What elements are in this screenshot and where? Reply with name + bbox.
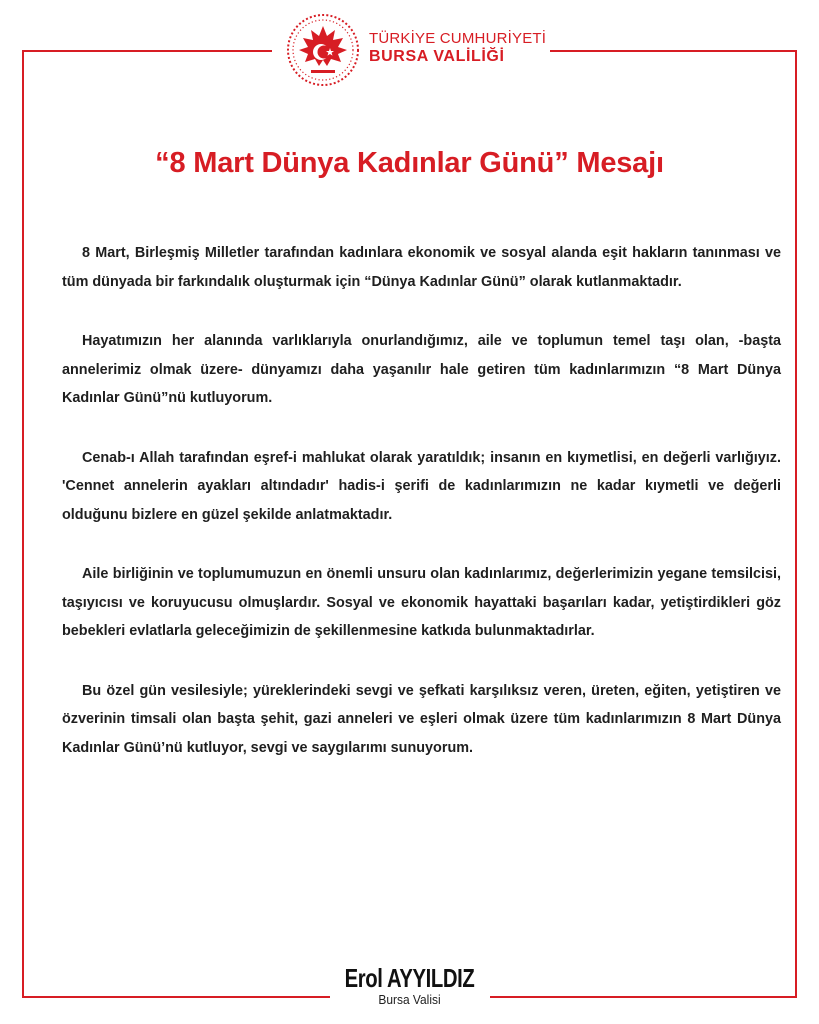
page-title: “8 Mart Dünya Kadınlar Günü” Mesajı <box>155 147 664 179</box>
paragraph-5: Bu özel gün vesilesiyle; yüreklerindeki sevgi ve şefkati karşılıksız veren, üreten, eğiten, yetiştiren ve özverinin timsali olan başta şehit, gazi anneleri ve eşleri olmak üzere tüm kadınlarımızın 8 Mart Dünya Kadınlar Günü’nü kutluyor, sevgi ve saygılarımı sunuyorum. <box>62 682 781 756</box>
paragraph-1: 8 Mart, Birleşmiş Milletler tarafından kadınlara ekonomik ve sosyal alanda eşit hakların tanınması ve tüm dünyada bir farkındalık oluşturmak için “Dünya Kadınlar Günü” olarak kutlanmaktadır. <box>62 245 781 290</box>
organization-name <box>369 30 546 67</box>
paragraph-3: Cenab-ı Allah tarafından eşref-i mahlukat olarak yaratıldık; insanın en kıymetlisi, en değerli varlığıyız. 'Cennet annelerin ayakları altındadır' hadis-i şerifi de kadınlarımızın ne kadar kıymetli ve değerli olduğunu bizlere en güzel şekilde anlatmaktadır. <box>62 449 781 523</box>
paragraph-4: Aile birliğinin ve toplumumuzun en önemli unsuru olan kadınlarımız, değerlerimizin yegane temsilcisi, taşıyıcısı ve koruyucusu olmuşlardır. Sosyal ve ekonomik hayattaki başarıları kadar, yetiştirdikleri göz bebekleri evlatlarla geleceğimizin de şekillenmesine katkıda bulunmaktadırlar. <box>62 566 781 639</box>
org-line-governorship: BURSA VALİLİĞİ <box>369 48 505 65</box>
org-line-republic: TÜRKİYE CUMHURİYETİ <box>369 30 547 47</box>
signature-title: Bursa Valisi <box>378 992 441 1007</box>
crescent-star-crest-icon <box>283 12 363 90</box>
message-body <box>62 239 781 793</box>
signature-name: Erol AYYILDIZ <box>344 963 475 993</box>
signature-block <box>0 964 819 1008</box>
paragraph-2: Hayatımızın her alanında varlıklarıyla onurlandığımız, aile ve toplumun temel taşı olan, -başta annelerimiz olmak üzere- dünyamızı daha yaşanılır hale getiren tüm kadınlarımızın “8 Mart Dünya Kadınlar Günü”nü kutluyorum. <box>62 333 781 406</box>
